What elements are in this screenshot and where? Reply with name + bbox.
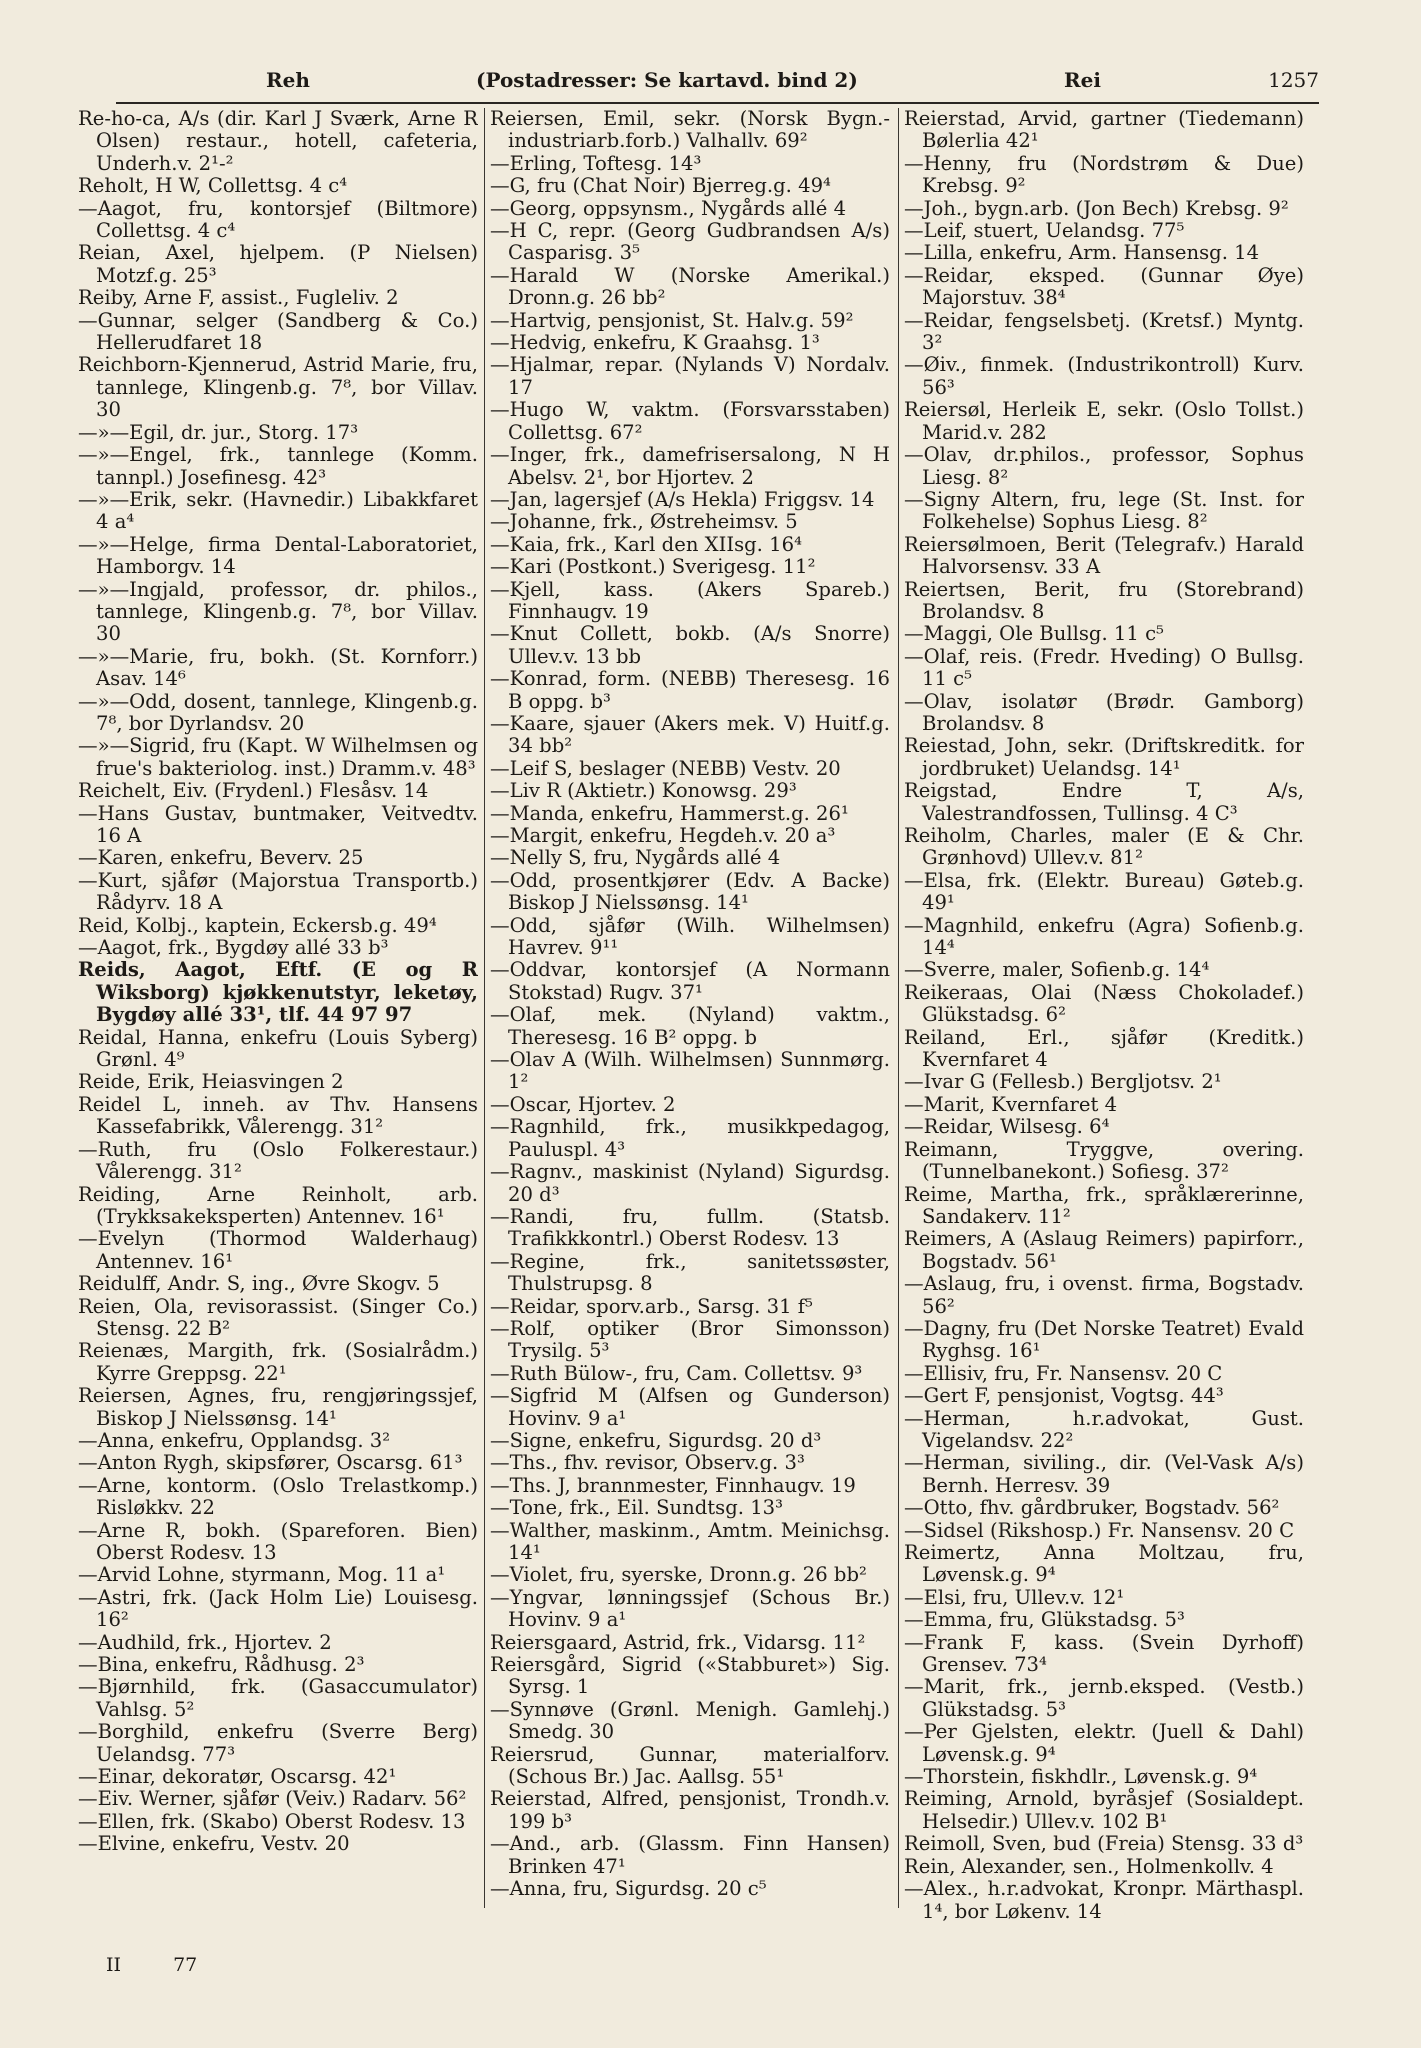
directory-entry: —Knut Collett, bokb. (A/s Snorre) Ullev.v. 13 bb: [490, 622, 890, 668]
directory-entry: —Olav, isolatør (Brødr. Gamborg) Brolandsv. 8: [904, 689, 1304, 735]
directory-entry: Reiersrud, Gunnar, materialforv. (Schous Br.) Jac. Aallsg. 55¹: [490, 1742, 890, 1789]
directory-entry: —Bina, enkefru, Rådhusg. 2³: [78, 1653, 365, 1677]
directory-entry: —Ellen, frk. (Skabo) Oberst Rodesv. 13: [78, 1809, 466, 1833]
directory-entry: Reiersgaard, Astrid, frk., Vidarsg. 11²: [490, 1630, 866, 1654]
directory-entry: —Aagot, fru, kontorsjef (Biltmore) Collettsg. 4 c⁴: [78, 196, 478, 243]
directory-entry: —Regine, frk., sanitetssøster, Thulstrupsg. 8: [490, 1249, 890, 1296]
header-center-note: (Postadresser: Se kartavd. bind 2): [476, 68, 858, 92]
directory-entry: —Ragnv., maskinist (Nyland) Sigurdsg. 20 d³: [490, 1160, 890, 1206]
directory-entry: —Reidar, fengselsbetj. (Kretsf.) Myntg. 3²: [904, 308, 1304, 355]
directory-entry: —Ivar G (Fellesb.) Bergljotsv. 2¹: [904, 1070, 1222, 1094]
directory-entry: —Aagot, frk., Bygdøy allé 33 b³: [78, 936, 389, 960]
directory-entry: —»—Marie, fru, bokh. (St. Kornforr.) Asav. 14⁶: [78, 644, 478, 691]
directory-entry: —Øiv., finmek. (Industrikontroll) Kurv. 56³: [904, 353, 1304, 399]
directory-entry: —Einar, dekoratør, Oscarsg. 42¹: [78, 1765, 397, 1789]
directory-entry: —Elsi, fru, Ullev.v. 12¹: [904, 1585, 1125, 1609]
directory-entry: —Elsa, frk. (Elektr. Bureau) Gøteb.g. 49¹: [904, 868, 1304, 915]
directory-entry: —Margit, enkefru, Hegdeh.v. 20 a³: [490, 824, 836, 847]
directory-entry: —Anton Rygh, skipsfører, Oscarsg. 61³: [78, 1451, 463, 1475]
directory-entry: —Olav A (Wilh. Wilhelmsen) Sunnmørg. 1²: [490, 1048, 890, 1094]
directory-entry: Reide, Erik, Heiasvingen 2: [78, 1070, 344, 1094]
column-3: [904, 108, 1304, 1948]
directory-entry: —Olav, dr.philos., professor, Sophus Liesg. 8²: [904, 443, 1304, 489]
directory-entry: —Audhild, frk., Hjortev. 2: [78, 1630, 332, 1654]
directory-entry: Reichborn-Kjennerud, Astrid Marie, fru, tannlege, Klingenb.g. 7⁸, bor Villav. 30: [78, 353, 478, 422]
directory-entry: Reigstad, Endre T, A/s, Valestrandfossen, Tullinsg. 4 C³: [904, 779, 1304, 825]
directory-entry: —Gert F, pensjonist, Vogtsg. 44³: [904, 1384, 1224, 1408]
directory-entry: —Borghild, enkefru (Sverre Berg) Uelandsg. 77³: [78, 1720, 478, 1766]
directory-entry: —»—Sigrid, fru (Kapt. W Wilhelmsen og frue's bakteriolog. inst.) Dramm.v. 48³: [78, 734, 478, 780]
directory-entry: Reid, Kolbj., kaptein, Eckersb.g. 49⁴: [78, 913, 437, 937]
directory-entry: —Eiv. Werner, sjåfør (Veiv.) Radarv. 56²: [78, 1787, 467, 1811]
footer-volume: II: [106, 1954, 122, 1976]
directory-entry: —Sidsel (Rikshosp.) Fr. Nansensv. 20 C: [904, 1518, 1295, 1542]
directory-entry: Reiholm, Charles, maler (E & Chr. Grønhovd) Ullev.v. 81²: [904, 824, 1304, 870]
directory-entry: —And., arb. (Glassm. Finn Hansen) Brinken 47¹: [490, 1832, 890, 1878]
directory-entry: —Lilla, enkefru, Arm. Hansensg. 14: [904, 241, 1260, 265]
directory-entry: Reiersøl, Herleik E, sekr. (Oslo Tollst.) Marid.v. 282: [904, 398, 1304, 444]
directory-entry: —Yngvar, lønningssjef (Schous Br.) Hovinv. 9 a¹: [490, 1585, 890, 1632]
directory-entry: Reime, Martha, frk., språklærerinne, Sandakerv. 11²: [904, 1182, 1304, 1228]
directory-entry: —Hedvig, enkefru, K Graahsg. 1³: [490, 331, 820, 355]
directory-entry: —Manda, enkefru, Hammerst.g. 26¹: [490, 801, 849, 825]
directory-entry: —Erling, Toftesg. 14³: [490, 151, 702, 175]
directory-entry: —Henny, fru (Nordstrøm & Due) Krebsg. 9²: [904, 151, 1304, 198]
directory-entry: —Anna, enkefru, Opplandsg. 3²: [78, 1428, 391, 1452]
directory-entry: —Kjell, kass. (Akers Spareb.) Finnhaugv. 19: [490, 577, 890, 623]
directory-entry: Reierstad, Arvid, gartner (Tiedemann) Bølerlia 42¹: [904, 108, 1304, 153]
directory-entry: —Alex., h.r.advokat, Kronpr. Märthaspl. 1⁴, bor Løkenv. 14: [904, 1877, 1304, 1923]
directory-entry: —Oddvar, kontorsjef (A Normann Stokstad) Rugv. 37¹: [490, 958, 890, 1004]
directory-entry: Reimoll, Sven, bud (Freia) Stensg. 33 d³: [904, 1832, 1304, 1856]
page-footer: [106, 1954, 197, 1976]
directory-entry: —Georg, oppsynsm., Nygårds allé 4: [490, 196, 847, 220]
directory-entry: —»—Helge, firma Dental-Laboratoriet, Hamborgv. 14: [78, 532, 478, 579]
directory-entry: —Ragnhild, frk., musikkpedagog, Pauluspl. 4³: [490, 1115, 890, 1161]
directory-entry: Reiding, Arne Reinholt, arb. (Trykksakeksperten) Antennev. 16¹: [78, 1182, 478, 1228]
page-header: [116, 62, 1319, 104]
directory-entry: —Walther, maskinm., Amtm. Meinichsg. 14¹: [490, 1518, 890, 1564]
directory-entry: —Kari (Postkont.) Sverigesg. 11²: [490, 555, 816, 579]
directory-entry: —Hjalmar, repar. (Nylands V) Nordalv. 17: [490, 353, 890, 399]
directory-entry: —Leif, stuert, Uelandsg. 77⁵: [904, 219, 1185, 243]
directory-entry: —»—Erik, sekr. (Havnedir.) Libakkfaret 4 a⁴: [78, 487, 478, 534]
directory-entry: —Kaia, frk., Karl den XIIsg. 16⁴: [490, 532, 802, 556]
directory-entry: —Ruth Bülow-, fru, Cam. Collettsv. 9³: [490, 1361, 863, 1385]
footer-number: 77: [173, 1954, 198, 1976]
directory-entry: Reiming, Arnold, byråsjef (Sosialdept. Helsedir.) Ullev.v. 102 B¹: [904, 1787, 1304, 1833]
directory-entry: Reiertsen, Berit, fru (Storebrand) Brolandsv. 8: [904, 577, 1304, 623]
directory-entry: Reiestad, John, sekr. (Driftskreditk. for jordbruket) Uelandsg. 14¹: [904, 734, 1304, 780]
column-2: [490, 108, 890, 1948]
directory-entry: —Sigfrid M (Alfsen og Gunderson) Hovinv. 9 a¹: [490, 1384, 890, 1430]
directory-entry: —Herman, h.r.advokat, Gust. Vigelandsv. 22²: [904, 1406, 1304, 1452]
directory-entry: —Nelly S, fru, Nygårds allé 4: [490, 846, 781, 870]
directory-entry: —»—Odd, dosent, tannlege, Klingenb.g. 7⁸, bor Dyrlandsv. 20: [78, 689, 478, 735]
entry-columns: [78, 108, 1314, 1948]
column-1: [78, 108, 478, 1948]
directory-entry: —Ruth, fru (Oslo Folkerestaur.) Vålerengg. 31²: [78, 1137, 478, 1184]
directory-entry: —Gunnar, selger (Sandberg & Co.) Hellerudfaret 18: [78, 308, 478, 355]
directory-entry: —Ellisiv, fru, Fr. Nansensv. 20 C: [904, 1361, 1223, 1385]
directory-entry: Reidal, Hanna, enkefru (Louis Syberg) Grønl. 4⁹: [78, 1025, 478, 1072]
directory-entry: —Joh., bygn.arb. (Jon Bech) Krebsg. 9²: [904, 196, 1289, 220]
directory-entry: Reidulff, Andr. S, ing., Øvre Skogv. 5: [78, 1272, 440, 1296]
directory-entry: —»—Ingjald, professor, dr. philos., tannlege, Klingenb.g. 7⁸, bor Villav. 30: [78, 577, 478, 646]
directory-entry: —Per Gjelsten, elektr. (Juell & Dahl) Løvensk.g. 9⁴: [904, 1720, 1304, 1766]
directory-entry: —Bjørnhild, frk. (Gasaccumulator) Vahlsg. 5²: [78, 1675, 478, 1721]
directory-entry: —Ths., fhv. revisor, Observ.g. 3³: [490, 1451, 805, 1475]
directory-entry: —Aslaug, fru, i ovenst. firma, Bogstadv. 56²: [904, 1272, 1304, 1318]
directory-entry: —Magnhild, enkefru (Agra) Sofienb.g. 14⁴: [904, 913, 1304, 960]
directory-entry: —Johanne, frk., Østreheimsv. 5: [490, 510, 798, 534]
directory-entry: —Marit, frk., jernb.eksped. (Vestb.) Glükstadsg. 5³: [904, 1675, 1304, 1721]
page-number: 1257: [1268, 68, 1319, 92]
directory-entry: Reierstad, Alfred, pensjonist, Trondh.v. 199 b³: [490, 1787, 890, 1833]
directory-entry: —Herman, siviling., dir. (Vel-Vask A/s) Bernh. Herresv. 39: [904, 1451, 1304, 1497]
header-left-keyword: Reh: [266, 68, 310, 92]
directory-entry: —Reidar, sporv.arb., Sarsg. 31 f⁵: [490, 1294, 813, 1318]
directory-entry: —Astri, frk. (Jack Holm Lie) Louisesg. 16²: [78, 1585, 478, 1632]
directory-entry: —Hugo W, vaktm. (Forsvarsstaben) Collettsg. 67²: [490, 398, 890, 444]
directory-entry: —Synnøve (Grønl. Menigh. Gamlehj.) Smedg. 30: [490, 1697, 890, 1744]
directory-entry: —Otto, fhv. gårdbruker, Bogstadv. 56²: [904, 1496, 1280, 1520]
directory-entry: —Emma, fru, Glükstadsg. 5³: [904, 1608, 1185, 1632]
directory-entry: —Kaare, sjauer (Akers mek. V) Huitf.g. 34 bb²: [490, 711, 890, 758]
column-divider-2: [898, 108, 899, 1908]
directory-entry: —Anna, fru, Sigurdsg. 20 c⁵: [490, 1877, 767, 1901]
directory-entry: Reimers, A (Aslaug Reimers) papirforr., Bogstadv. 56¹: [904, 1227, 1304, 1273]
directory-entry: —Sverre, maler, Sofienb.g. 14⁴: [904, 958, 1210, 982]
directory-entry: —Leif S, beslager (NEBB) Vestv. 20: [490, 756, 841, 780]
directory-entry: Reiersgård, Sigrid («Stabburet») Sig. Syrsg. 1: [490, 1653, 890, 1699]
directory-entry: —Tone, frk., Eil. Sundtsg. 13³: [490, 1496, 783, 1520]
directory-entry: —Marit, Kvernfaret 4: [904, 1092, 1118, 1116]
directory-entry: —Randi, fru, fullm. (Statsb. Trafikkkontrl.) Oberst Rodesv. 13: [490, 1204, 890, 1251]
directory-entry: Reiersølmoen, Berit (Telegrafv.) Harald Halvorsensv. 33 A: [904, 532, 1304, 579]
directory-entry: —Frank F, kass. (Svein Dyrhoff) Grensev. 73⁴: [904, 1630, 1304, 1677]
directory-entry: —Konrad, form. (NEBB) Theresesg. 16 B oppg. b³: [490, 667, 890, 713]
directory-entry: —Karen, enkefru, Beverv. 25: [78, 846, 364, 870]
directory-entry: —Elvine, enkefru, Vestv. 20: [78, 1832, 350, 1856]
directory-entry: —Olaf, mek. (Nyland) vaktm., Theresesg. 16 B² oppg. b: [490, 1003, 890, 1049]
directory-entry: —Olaf, reis. (Fredr. Hveding) O Bullsg. 11 c⁵: [904, 644, 1304, 691]
directory-entry: —Rolf, optiker (Bror Simonsson) Trysilg. 5³: [490, 1316, 890, 1363]
directory-entry: Reidel L, inneh. av Thv. Hansens Kassefabrikk, Vålerengg. 31²: [78, 1092, 478, 1139]
directory-entry: Reholt, H W, Collettsg. 4 c⁴: [78, 174, 348, 198]
directory-entry: —Signy Altern, fru, lege (St. Inst. for Folkehelse) Sophus Liesg. 8²: [904, 487, 1304, 534]
directory-entry: —G, fru (Chat Noir) Bjerreg.g. 49⁴: [490, 174, 831, 198]
directory-entry: Reichelt, Eiv. (Frydenl.) Flesåsv. 14: [78, 779, 429, 803]
directory-entry: Reids, Aagot, Eftf. (E og R Wiksborg) kjøkkenutstyr, leketøy, Bygdøy allé 33¹, tlf. 44 97 97: [78, 958, 478, 1027]
directory-entry: —Dagny, fru (Det Norske Teatret) Evald Ryghsg. 16¹: [904, 1316, 1304, 1363]
directory-entry: Reiersen, Emil, sekr. (Norsk Bygn.-industriarb.forb.) Valhallv. 69²: [490, 108, 890, 153]
directory-entry: Reiby, Arne F, assist., Fugleliv. 2: [78, 286, 399, 310]
directory-entry: —Odd, sjåfør (Wilh. Wilhelmsen) Havrev. 9¹¹: [490, 913, 890, 960]
directory-entry: Reimertz, Anna Moltzau, fru, Løvensk.g. 9⁴: [904, 1541, 1304, 1587]
directory-entry: —Harald W (Norske Amerikal.) Dronn.g. 26 bb²: [490, 263, 890, 310]
directory-entry: Reian, Axel, hjelpem. (P Nielsen) Motzf.g. 25³: [78, 241, 478, 287]
directory-entry: —Signe, enkefru, Sigurdsg. 20 d³: [490, 1428, 822, 1452]
directory-entry: —»—Engel, frk., tannlege (Komm. tannpl.) Josefinesg. 42³: [78, 443, 478, 489]
directory-entry: —Maggi, Ole Bullsg. 11 c⁵: [904, 622, 1164, 646]
directory-entry: Reien, Ola, revisorassist. (Singer Co.) Stensg. 22 B²: [78, 1294, 478, 1340]
directory-entry: —»—Egil, dr. jur., Storg. 17³: [78, 420, 359, 444]
directory-entry: —Odd, prosentkjører (Edv. A Backe) Biskop J Nielssønsg. 14¹: [490, 868, 890, 915]
directory-entry: —Violet, fru, syerske, Dronn.g. 26 bb²: [490, 1563, 867, 1587]
directory-entry: Reimann, Tryggve, overing. (Tunnelbanekont.) Sofiesg. 37²: [904, 1137, 1304, 1184]
directory-entry: —Reidar, Wilsesg. 6⁴: [904, 1115, 1110, 1139]
directory-entry: Reikeraas, Olai (Næss Chokoladef.) Glükstadsg. 6²: [904, 980, 1304, 1027]
directory-entry: —Hartvig, pensjonist, St. Halv.g. 59²: [490, 308, 854, 332]
directory-entry: —Thorstein, fiskhdlr., Løvensk.g. 9⁴: [904, 1765, 1258, 1789]
directory-entry: —Arne R, bokh. (Spareforen. Bien) Oberst Rodesv. 13: [78, 1518, 478, 1564]
directory-entry: —Oscar, Hjortev. 2: [490, 1092, 676, 1116]
directory-entry: —Arne, kontorm. (Oslo Trelastkomp.) Risløkkv. 22: [78, 1473, 478, 1520]
directory-entry: —Hans Gustav, buntmaker, Veitvedtv. 16 A: [78, 801, 478, 847]
column-divider-1: [484, 108, 485, 1908]
directory-entry: Reienæs, Margith, frk. (Sosialrådm.) Kyrre Greppsg. 22¹: [78, 1339, 478, 1385]
directory-entry: —Reidar, eksped. (Gunnar Øye) Majorstuv. 38⁴: [904, 263, 1304, 310]
directory-entry: —Jan, lagersjef (A/s Hekla) Friggsv. 14: [490, 487, 875, 511]
directory-entry: Re-ho-ca, A/s (dir. Karl J Sværk, Arne R Olsen) restaur., hotell, cafeteria, Underh.v. 2¹-²: [78, 108, 478, 175]
directory-entry: —H C, repr. (Georg Gudbrandsen A/s) Casparisg. 3⁵: [490, 219, 890, 265]
directory-entry: —Evelyn (Thormod Walderhaug) Antennev. 16¹: [78, 1227, 478, 1273]
directory-entry: —Liv R (Aktietr.) Konowsg. 29³: [490, 779, 797, 803]
directory-entry: —Kurt, sjåfør (Majorstua Transportb.) Rådyrv. 18 A: [78, 868, 478, 915]
directory-entry: —Ths. J, brannmester, Finnhaugv. 19: [490, 1473, 856, 1497]
directory-entry: Reiersen, Agnes, fru, rengjøringssjef, Biskop J Nielssønsg. 14¹: [78, 1384, 478, 1430]
header-right-keyword: Rei: [1064, 68, 1101, 92]
directory-entry: —Inger, frk., damefrisersalong, N H Abelsv. 2¹, bor Hjortev. 2: [490, 443, 890, 489]
directory-entry: —Arvid Lohne, styrmann, Mog. 11 a¹: [78, 1563, 446, 1587]
directory-entry: Rein, Alexander, sen., Holmenkollv. 4: [904, 1854, 1274, 1878]
directory-entry: Reiland, Erl., sjåfør (Kreditk.) Kvernfaret 4: [904, 1025, 1304, 1072]
